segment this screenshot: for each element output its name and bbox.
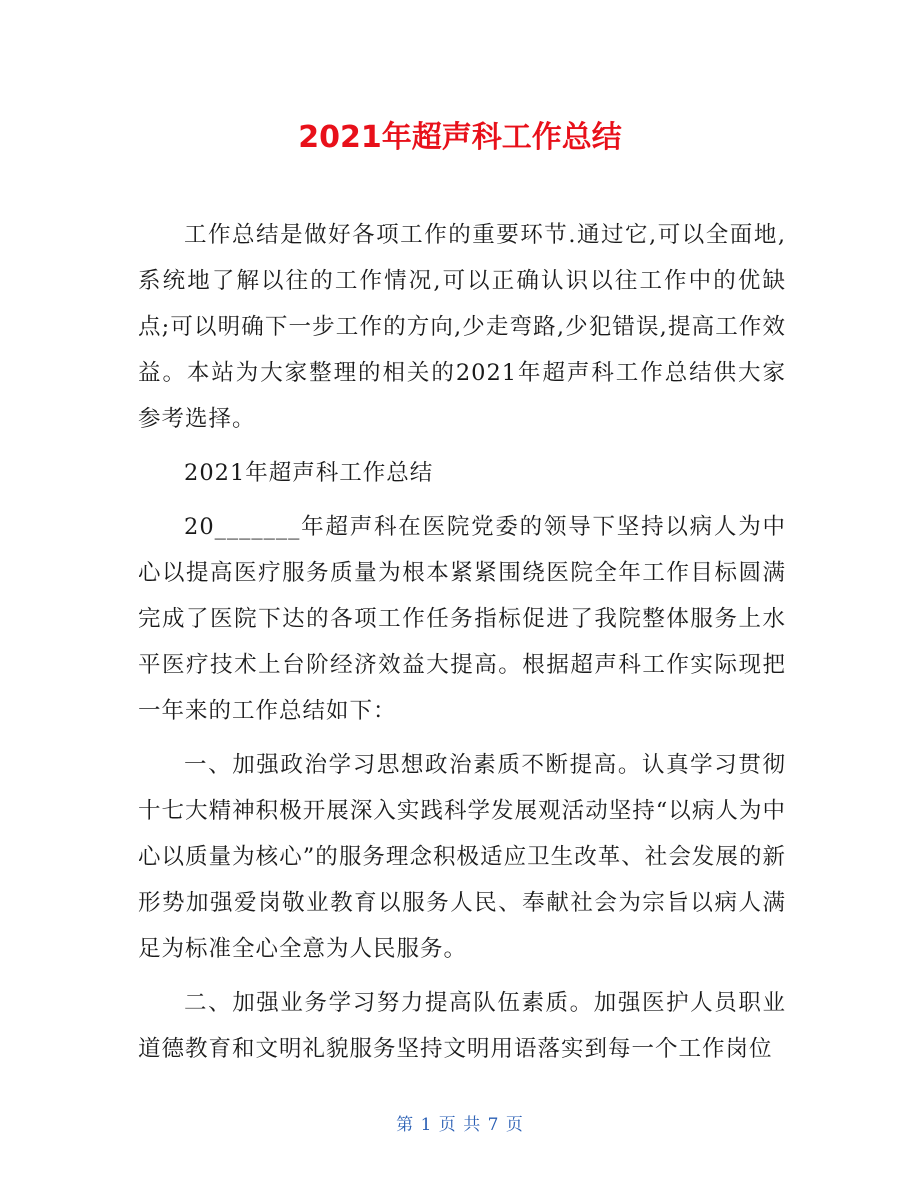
paragraph-subtitle: 2021年超声科工作总结 — [184, 460, 434, 486]
document-title: 2021年超声科工作总结 — [298, 120, 622, 155]
page-number-footer: 第 1 页 共 7 页 — [396, 1115, 524, 1135]
paragraph-intro: 工作总结是做好各项工作的重要环节.通过它,可以全面地,系统地了解以往的工作情况,可以正确认识以往工作中的优缺点;可以明确下一步工作的方向,少走弯路,少犯错误,提高工作效益。本站为大家整理的相关的2021年超声科工作总结供大家参考选择。 — [138, 222, 786, 432]
paragraph-overview: 20_______年超声科在医院党委的领导下坚持以病人为中心以提高医疗服务质量为根本紧紧围绕医院全年工作目标圆满完成了医院下达的各项工作任务指标促进了我院整体服务上水平医疗技术上台阶经济效益大提高。根据超声科工作实际现把一年来的工作总结如下： — [138, 514, 786, 724]
document-body — [138, 212, 786, 1080]
paragraph-section-1: 一、加强政治学习思想政治素质不断提高。认真学习贯彻十七大精神积极开展深入实践科学发展观活动坚持“以病人为中心以质量为核心”的服务理念积极适应卫生改革、社会发展的新形势加强爱岗敬业教育以服务人民、奉献社会为宗旨以病人满足为标准全心全意为人民服务。 — [138, 752, 786, 962]
paragraph-section-2: 二、加强业务学习努力提高队伍素质。加强医护人员职业道德教育和文明礼貌服务坚持文明用语落实到每一个工作岗位 — [138, 990, 786, 1062]
